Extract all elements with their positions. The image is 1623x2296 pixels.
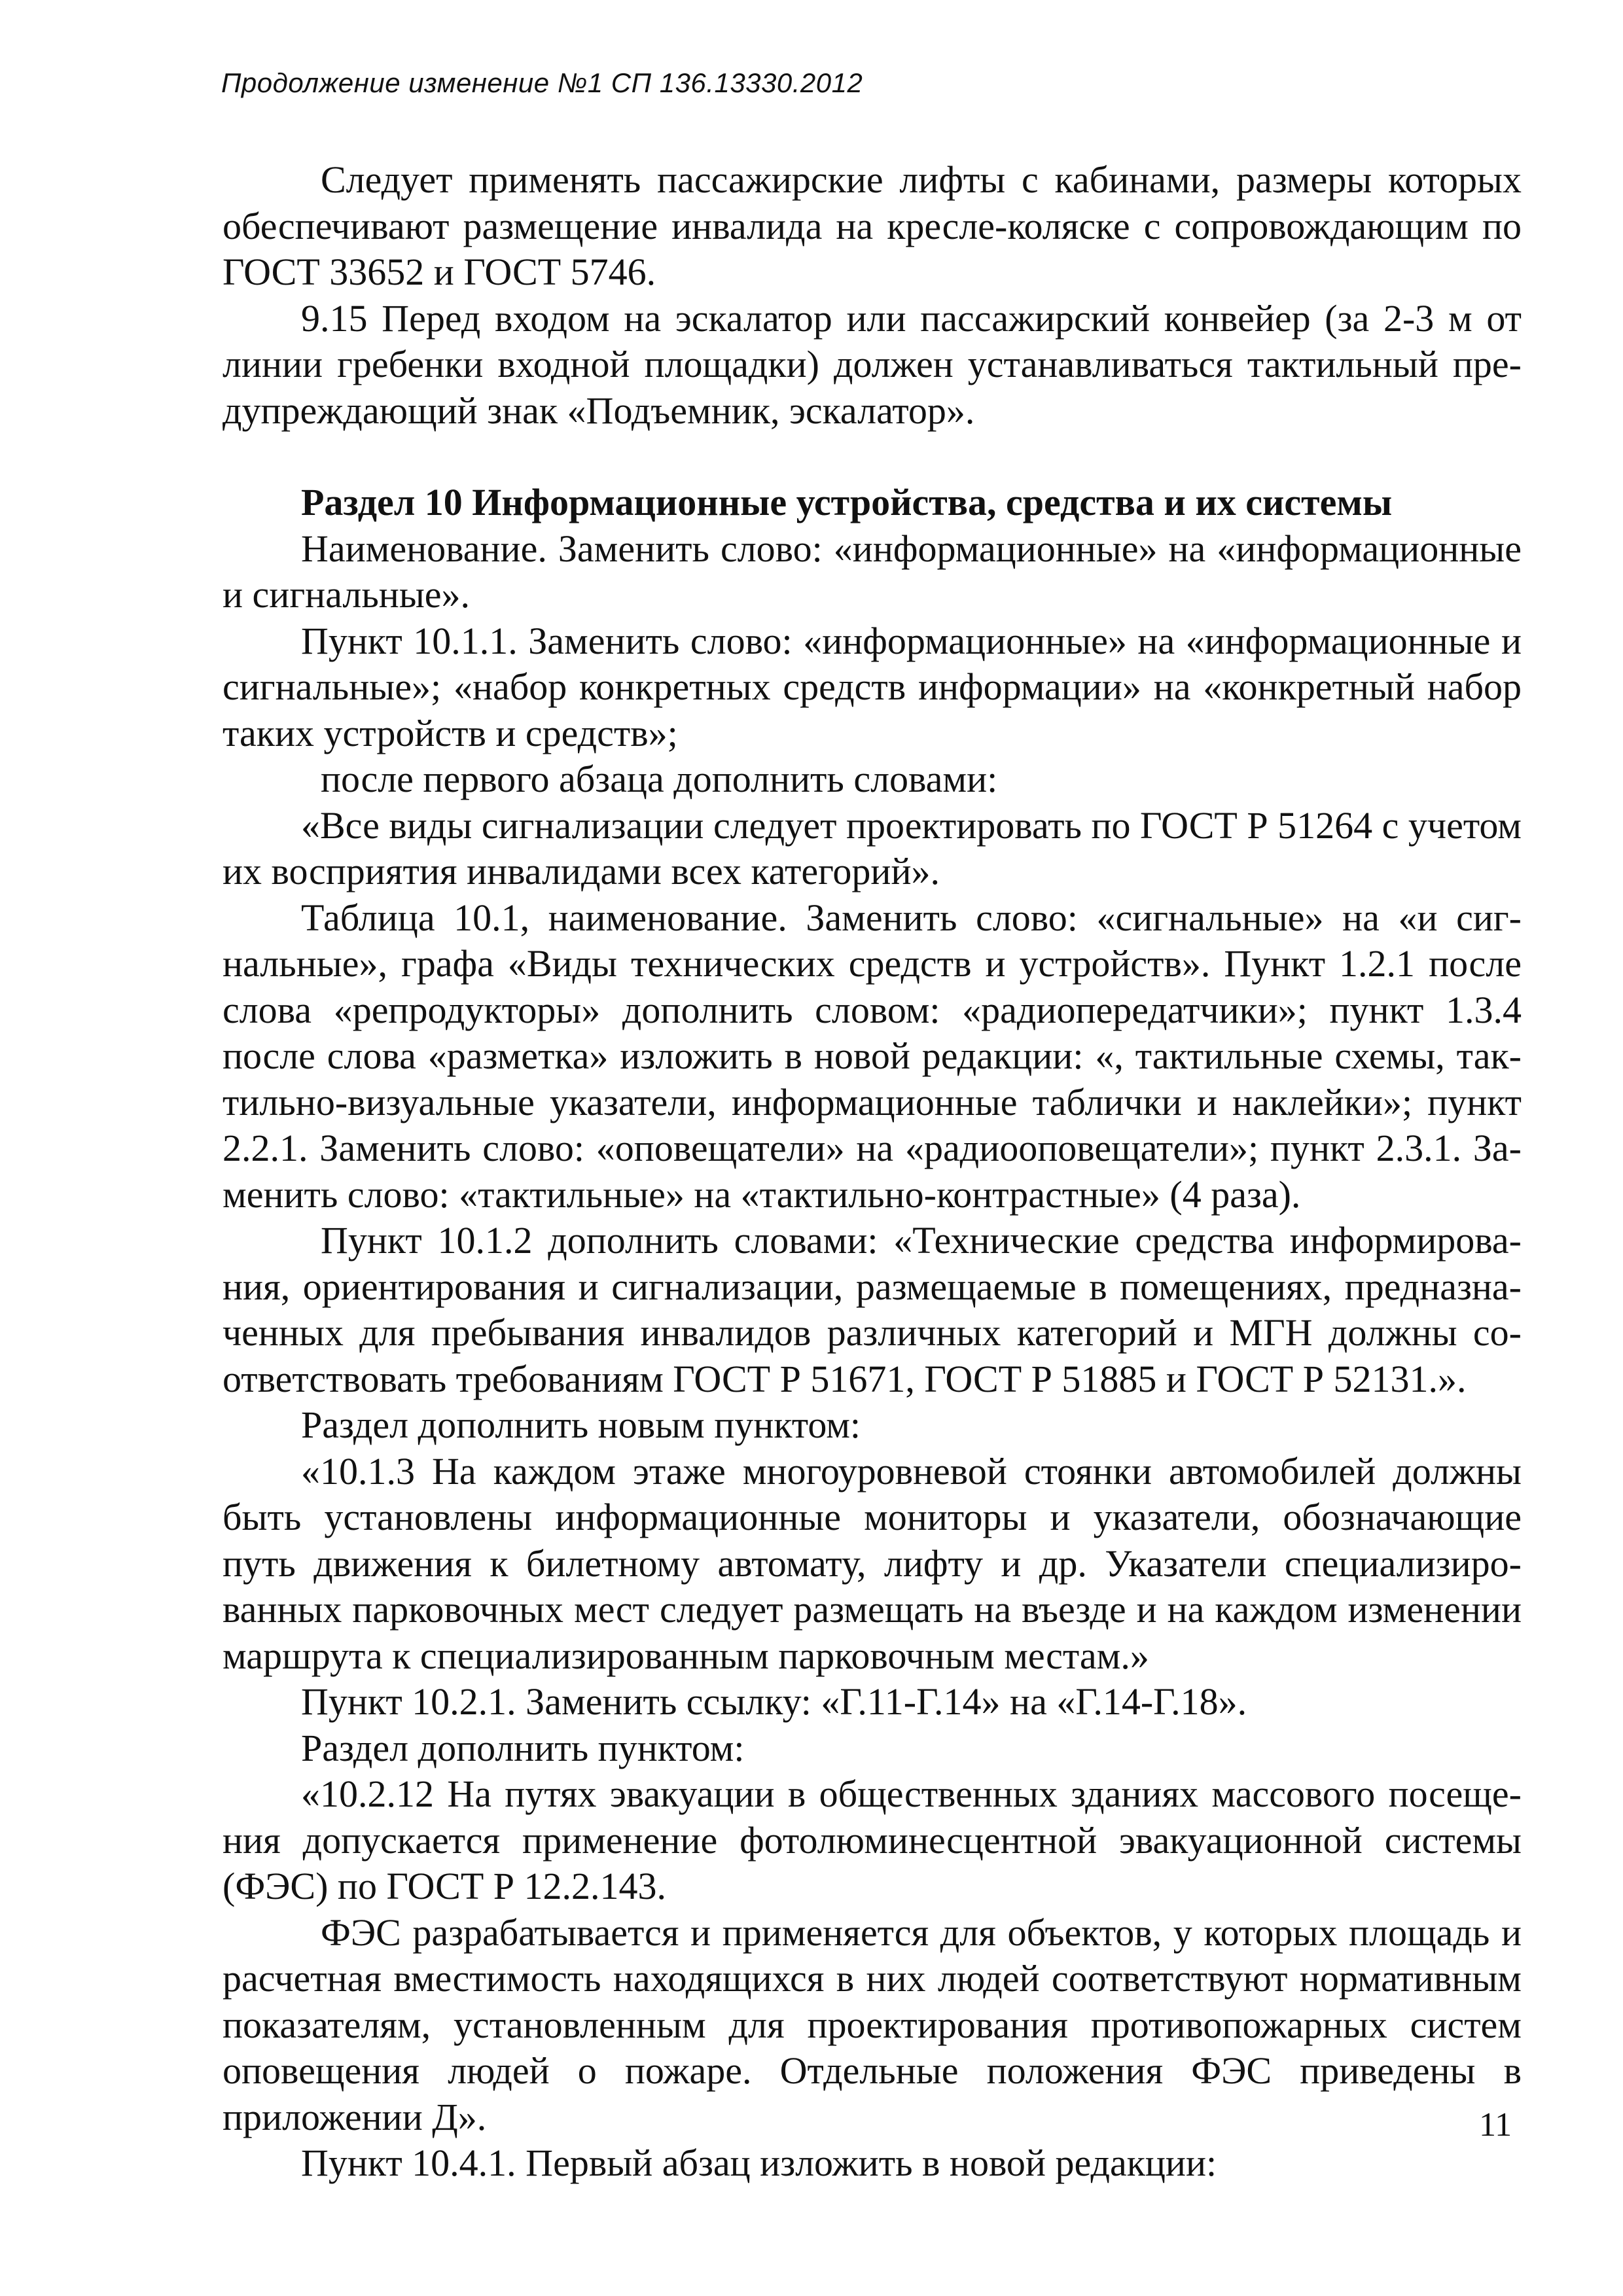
- paragraph-table-10-1: Таблица 10.1, наименование. Заменить слово: «сигнальные» на «и сигнальные», графа «Виды технических средств и устройств». Пункт 1.2.1 после слова «репродукторы» дополнить словом: «радиопередатчики»; пункт 1.3.4 после слова «разметка» изложить в новой редакции: «, тактильные схемы, тактильно-визуальные указатели, информационные таблички и наклейки»; пункт 2.2.1. Заменить слово: «оповещатели» на «радиооповещатели»; пункт 2.3.1. Заменить слово: «тактильные» на «тактильно-контрастные» (4 раза).: [223, 896, 1522, 1216]
- paragraph-signalling-quote: «Все виды сигнализации следует проектировать по ГОСТ Р 51264 с учетом их восприятия инвалидами всех категорий».: [223, 804, 1522, 892]
- section-10-heading: Раздел 10 Информационные устройства, средства и их системы: [301, 481, 1393, 523]
- paragraph-10-4-1: Пункт 10.4.1. Первый абзац изложить в новой редакции:: [301, 2142, 1217, 2184]
- paragraph-10-2-12: «10.2.12 На путях эвакуации в общественных зданиях массового посещения допускается применение фотолюминесцентной эвакуационной системы (ФЭС) по ГОСТ Р 12.2.143.: [223, 1773, 1522, 1907]
- paragraph-add-new-item: Раздел дополнить новым пунктом:: [301, 1404, 861, 1446]
- paragraph-10-1-1: Пункт 10.1.1. Заменить слово: «информационные» на «информационные и сигнальные»; «набор конкретных средств информации» на «конкретный набор таких устройств и средств»;: [223, 619, 1522, 754]
- paragraph-10-1-2: Пункт 10.1.2 дополнить словами: «Технические средства информирования, ориентирования и сигнализации, размещаемые в помещениях, предназначенных для пребывания инвалидов различных категорий и МГН должны соответствовать требованиям ГОСТ Р 51671, ГОСТ Р 51885 и ГОСТ Р 52131.».: [223, 1219, 1522, 1400]
- paragraph-10-2-1: Пункт 10.2.1. Заменить ссылку: «Г.11-Г.14» на «Г.14-Г.18».: [301, 1680, 1247, 1723]
- paragraph-lifts: Следует применять пассажирские лифты с кабинами, размеры которых обеспечивают размещение инвалида на кресле-коляске с сопровождающим по ГОСТ 33652 и ГОСТ 5746.: [223, 158, 1522, 293]
- page-number: 11: [1479, 2106, 1512, 2144]
- paragraph-10-1-3: «10.1.3 На каждом этаже многоуровневой стоянки автомобилей должны быть установлены информационные мониторы и указатели, обозначающие путь движения к билетному автомату, лифту и др. Указатели специализированных парковочных мест следует размещать на въезде и на каждом изменении маршрута к специализированным парковочным местам.»: [223, 1449, 1522, 1677]
- document-body: [223, 157, 1522, 2187]
- running-header: Продолжение изменение №1 СП 136.13330.2012: [221, 67, 863, 98]
- paragraph-after-first: после первого абзаца дополнить словами:: [321, 758, 998, 800]
- paragraph-title-change: Наименование. Заменить слово: «информационные» на «информационные и сигнальные».: [223, 527, 1522, 616]
- paragraph-add-item: Раздел дополнить пунктом:: [301, 1726, 745, 1769]
- paragraph-9-15: 9.15 Перед входом на эскалатор или пассажирский конвейер (за 2-3 м от линии гребенки входной площадки) должен устанавливаться тактильный предупреждающий знак «Подъемник, эскалатор».: [223, 296, 1522, 432]
- paragraph-fes: ФЭС разрабатывается и применяется для объектов, у которых площадь и расчетная вместимость находящихся в них людей соответствуют нормативным показателям, установленным для проектирования противопожарных систем оповещения людей о пожаре. Отдельные положения ФЭС приведены в приложении Д».: [223, 1911, 1522, 2138]
